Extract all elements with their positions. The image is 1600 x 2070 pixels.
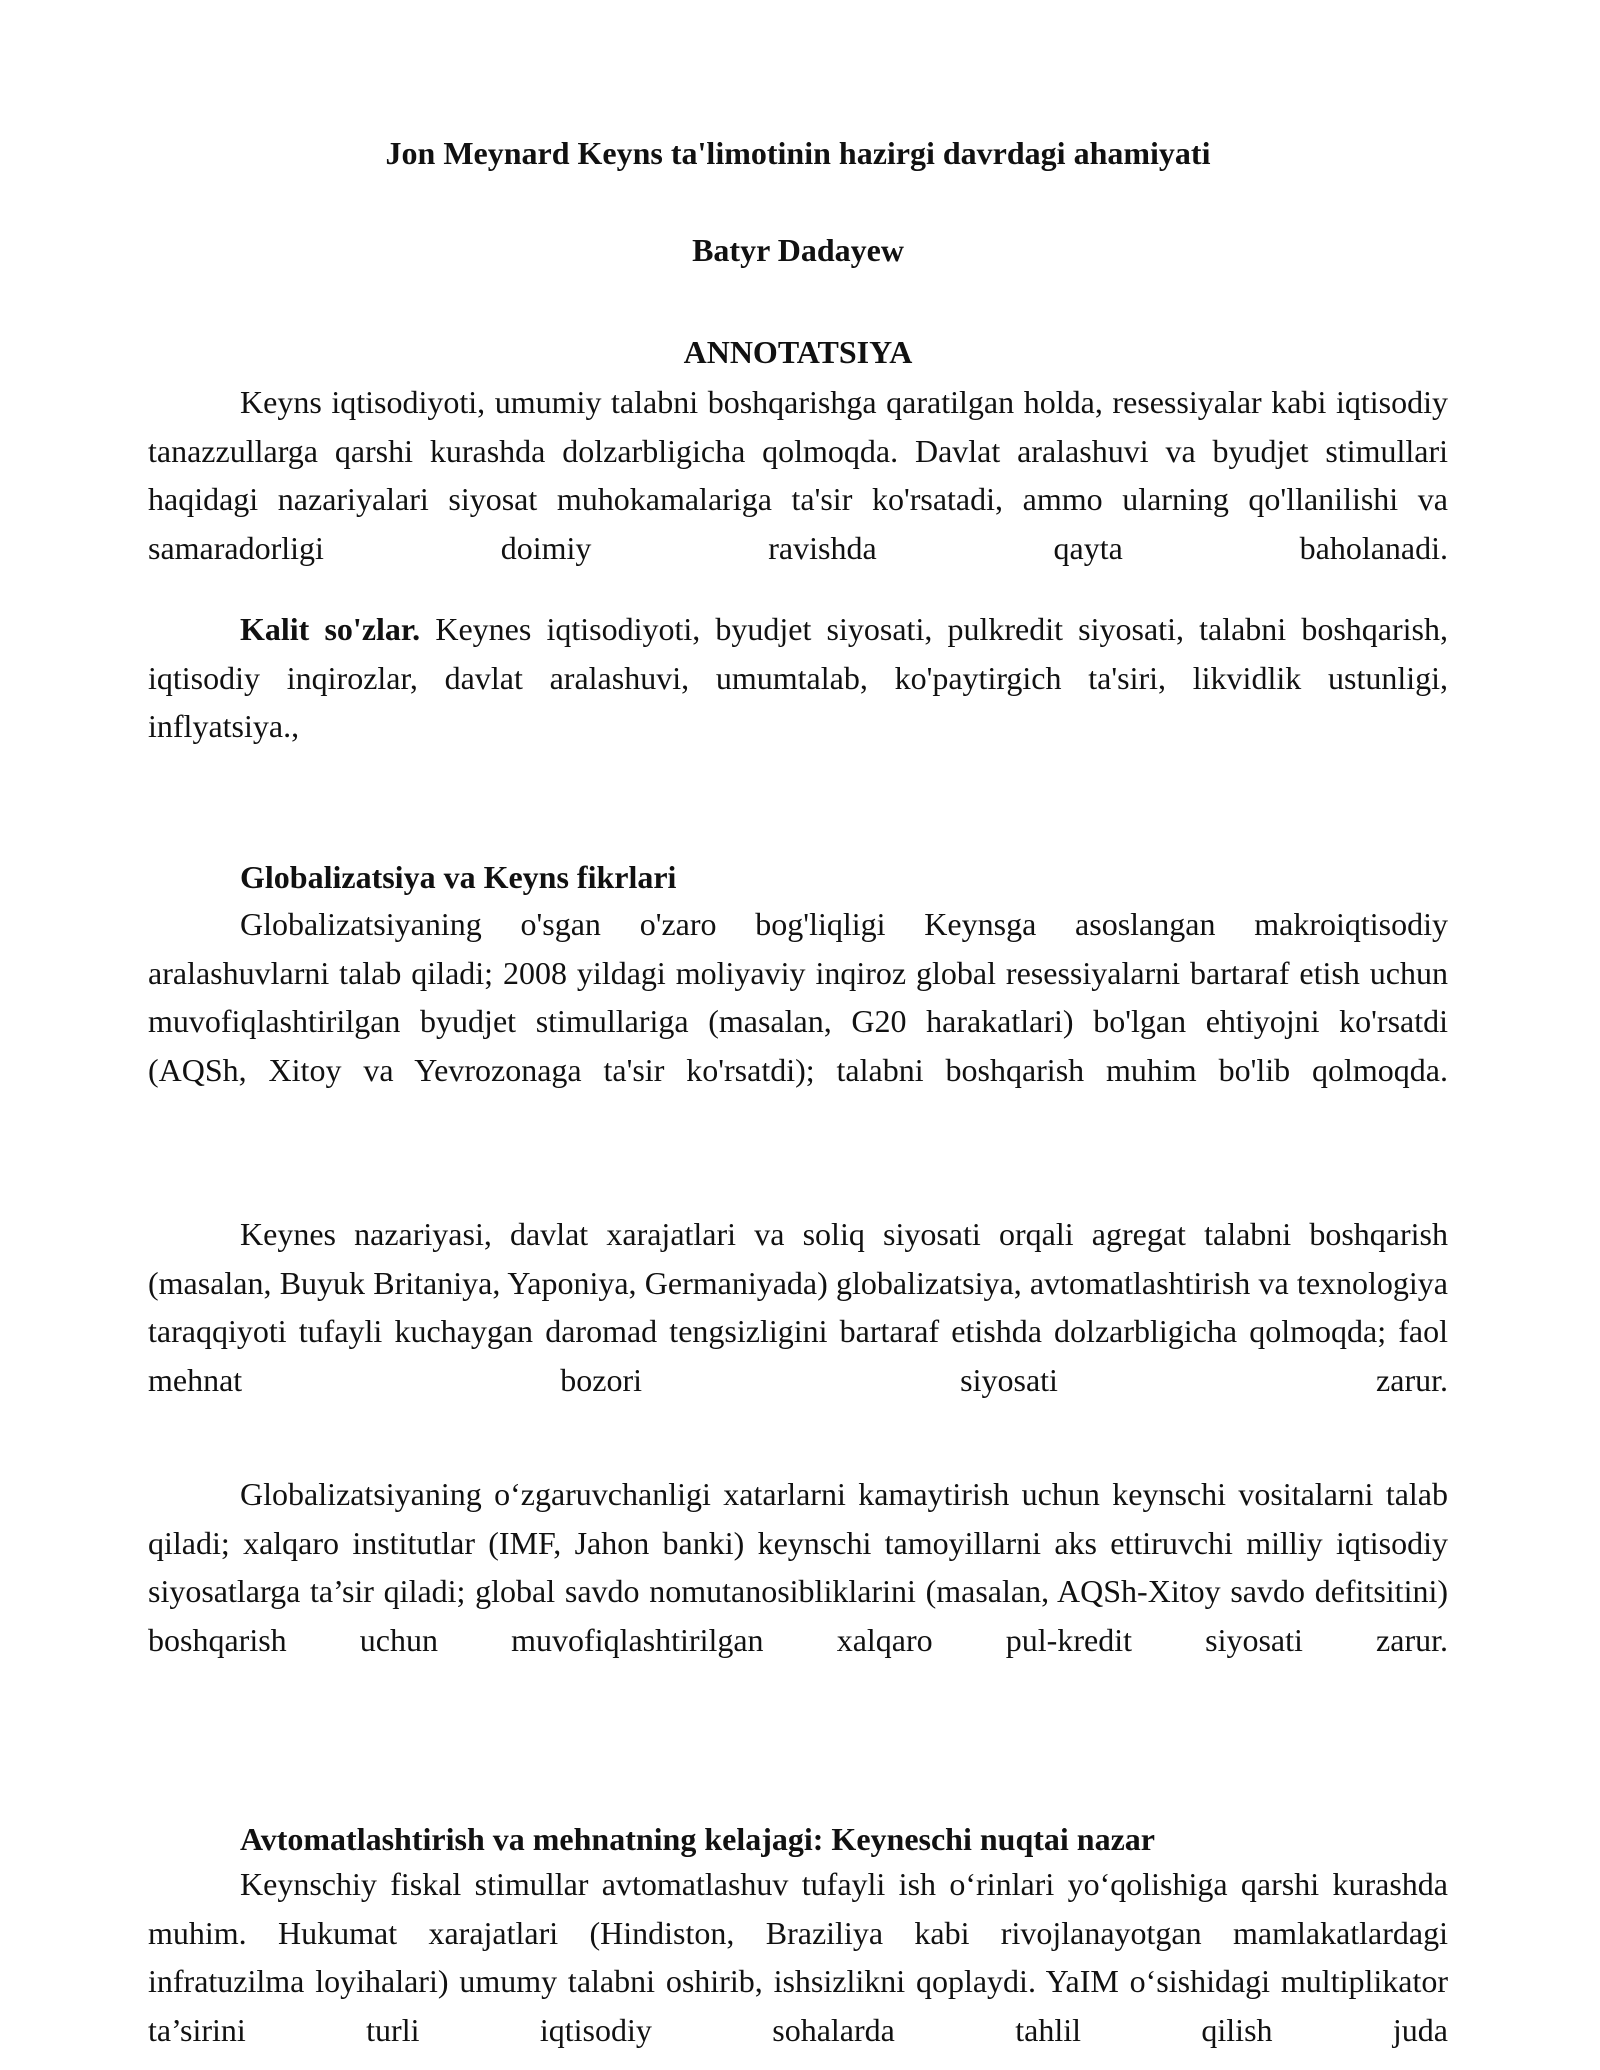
section-heading-automation: Avtomatlashtirish va mehnatning kelajagi: Keyneschi nuqtai nazar xyxy=(240,1821,1155,1857)
keywords-label: Kalit so'zlar. xyxy=(240,611,421,647)
document-author: Batyr Dadayew xyxy=(692,232,904,268)
keywords-paragraph xyxy=(148,605,1448,751)
document-title: Jon Meynard Keyns ta'limotinin hazirgi davrdagi ahamiyati xyxy=(385,135,1211,171)
section-heading-globalization: Globalizatsiya va Keyns fikrlari xyxy=(240,859,677,895)
section1-paragraph-2: Keynes nazariyasi, davlat xarajatlari va soliq siyosati orqali agregat talabni boshqarish (masalan, Buyuk Britaniya, Yaponiya, Germaniyada) globalizatsiya, avtomatlashtirish va texnologiya taraqqiyoti tufayli kuchaygan daromad tengsizligini bartaraf etishda dolzarbligicha qolmoqda; faol mehnat bozori siyosati zarur. xyxy=(148,1216,1448,1398)
section1-paragraph-3: Globalizatsiyaning o‘zgaruvchanligi xatarlarni kamaytirish uchun keynschi vositalarni talab qiladi; xalqaro institutlar (IMF, Jahon banki) keynschi tamoyillarni aks ettiruvchi milliy iqtisodiy siyosatlarga ta’sir qiladi; global savdo nomutanosibliklarini (masalan, AQSh-Xitoy savdo defitsitini) boshqarish uchun muvofiqlashtirilgan xalqaro pul-kredit siyosati zarur. xyxy=(148,1476,1448,1658)
keywords-text: Keynes iqtisodiyoti, byudjet siyosati, pulkredit siyosati, talabni boshqarish, iqtisodiy inqirozlar, davlat aralashuvi, umumtalab, ko'paytirgich ta'siri, likvidlik ustunligi, inflyatsiya., xyxy=(148,611,1449,744)
abstract-heading: ANNOTATSIYA xyxy=(683,334,913,370)
abstract-paragraph: Keyns iqtisodiyoti, umumiy talabni boshqarishga qaratilgan holda, resessiyalar kabi iqtisodiy tanazzullarga qarshi kurashda dolzarbligicha qolmoqda. Davlat aralashuvi va byudjet stimullari haqidagi nazariyalari siyosat muhokamalariga ta'sir ko'rsatadi, ammo ularning qo'llanilishi va samaradorligi doimiy ravishda qayta baholanadi. xyxy=(148,384,1448,566)
section1-paragraph-1: Globalizatsiyaning o'sgan o'zaro bog'liqligi Keynsga asoslangan makroiqtisodiy aralashuvlarni talab qiladi; 2008 yildagi moliyaviy inqiroz global resessiyalarni bartaraf etish uchun muvofiqlashtirilgan byudjet stimullariga (masalan, G20 harakatlari) bo'lgan ehtiyojni ko'rsatdi (AQSh, Xitoy va Yevrozonaga ta'sir ko'rsatdi); talabni boshqarish muhim bo'lib qolmoqda. xyxy=(148,906,1448,1088)
section2-paragraph-1: Keynschiy fiskal stimullar avtomatlashuv tufayli ish o‘rinlari yo‘qolishiga qarshi kurashda muhim. Hukumat xarajatlari (Hindiston, Braziliya kabi rivojlanayotgan mamlakatlardagi infratuzilma loyihalari) umumy talabni oshirib, ishsizlikni qoplaydi. YaIM o‘sishidagi multiplikator ta’sirini turli iqtisodiy sohalarda tahlil qilish juda xyxy=(148,1866,1448,2048)
